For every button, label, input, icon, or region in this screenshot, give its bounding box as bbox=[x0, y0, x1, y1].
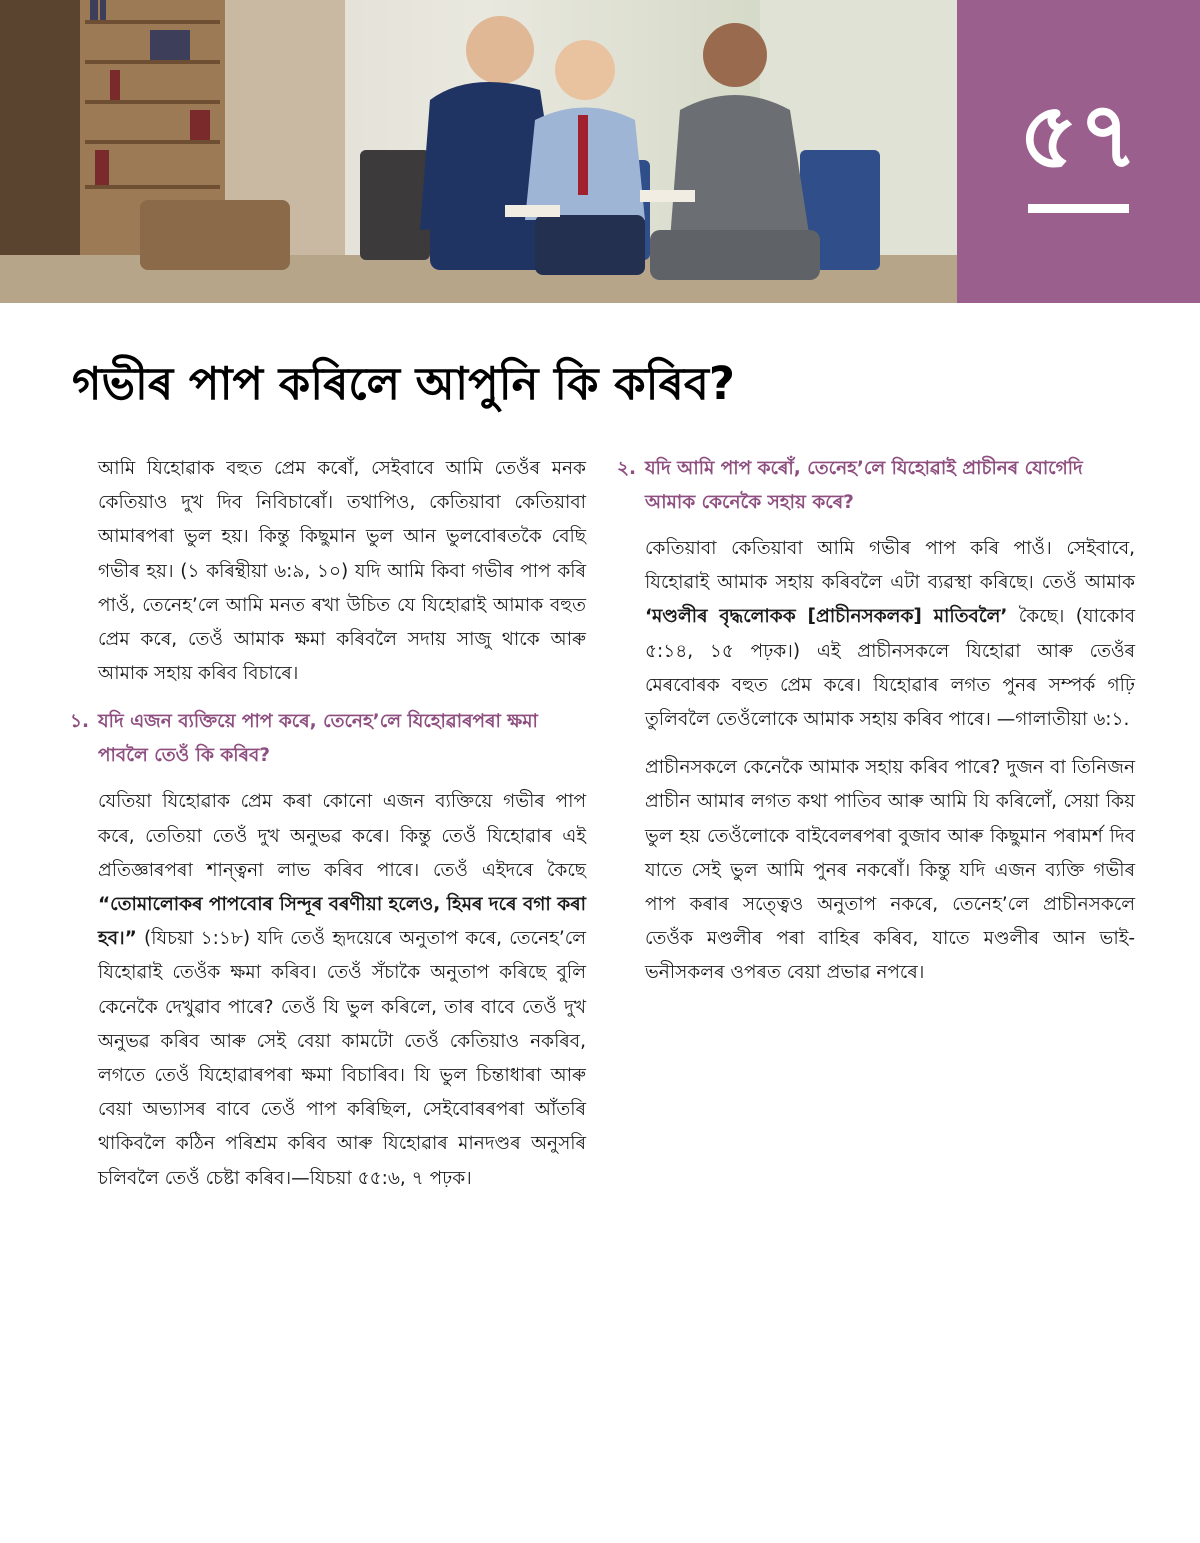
badge-underline bbox=[1028, 204, 1129, 213]
answer-1-text-b: (যিচয়া ১:১৮) যদি তেওঁ হৃদয়েৰে অনুতাপ কৰে, তেনেহ’লে যিহোৱাই তেওঁক ক্ষমা কৰিব। তেওঁ সঁচাকৈ অনুতাপ কৰিছে বুলি কেনেকৈ দেখুৱাব পাৰে? তেওঁ যি ভুল কৰিলে, তাৰ বাবে তেওঁ দুখ অনুভৱ কৰিব আৰু সেই বেয়া কামটো তেওঁ কেতিয়াও নকৰিব, লগতে তেওঁ যিহোৱাৰপৰা ক্ষমা বিচাৰিব। যি ভুল চিন্তাধাৰা আৰু বেয়া অভ্যাসৰ বাবে তেওঁ পাপ কৰিছিল, সেইবোৰৰপৰা আঁতৰি থাকিবলৈ কঠিন পৰিশ্ৰম কৰিব আৰু যিহোৱাৰ মানদণ্ডৰ অনুসৰি চলিবলৈ তেওঁ চেষ্টা কৰিব।—যিচয়া ৫৫:৬, ৭ পঢ়ক। bbox=[98, 928, 586, 1189]
lesson-number: ৫৭ bbox=[1018, 82, 1139, 189]
photo-three-men-discussion-icon bbox=[0, 0, 957, 303]
question-1-heading bbox=[70, 705, 586, 773]
question-2-text: যদি আমি পাপ কৰোঁ, তেনেহ’লে যিহোৱাই প্ৰাচীনৰ যোগেদি আমাক কেনেকৈ সহায় কৰে? bbox=[645, 458, 1083, 513]
question-2-number: ২. bbox=[617, 458, 637, 479]
answer-2-text-a: কেতিয়াবা কেতিয়াবা আমি গভীৰ পাপ কৰি পাওঁ। সেইবাবে, যিহোৱাই আমাক সহায় কৰিবলৈ এটা ব্যৱস্থা কৰিছে। তেওঁ আমাক bbox=[645, 538, 1135, 594]
answer-2-paragraph bbox=[617, 532, 1135, 737]
question-1-number: ১. bbox=[70, 711, 90, 733]
answer-1-quote: “তোমালোকৰ পাপবোৰ সিন্দূৰ বৰণীয়া হলেও, হিমৰ দৰে বগা কৰা হব।” bbox=[98, 894, 586, 950]
answer-2-text-b: কৈছে। (যাকোব ৫:১৪, ১৫ পঢ়ক।) এই প্ৰাচীনসকলে যিহোৱা আৰু তেওঁৰ মেৰবোৰক বহুত প্ৰেম কৰে। যিহোৱাৰ লগত পুনৰ সম্পৰ্ক গঢ়ি তুলিবলৈ তেওঁলোকে আমাক সহায় কৰিব পাৰে। —গালাতীয়া ৬:১. bbox=[645, 606, 1135, 731]
question-2-heading bbox=[617, 452, 1135, 520]
intro-paragraph: আমি যিহোৱাক বহুত প্ৰেম কৰোঁ, সেইবাবে আমি তেওঁৰ মনক কেতিয়াও দুখ দিব নিবিচাৰোঁ। তথাপিও, কেতিয়াবা কেতিয়াবা আমাৰপৰা ভুল হয়। কিন্তু কিছুমান ভুল আন ভুলবোৰতকৈ বেছি গভীৰ হয়। (১ কৰিন্থীয়া ৬:৯, ১০) যদি আমি কিবা গভীৰ পাপ কৰি পাওঁ, তেনেহ’লে আমি মনত ৰখা উচিত যে যিহোৱাই আমাক বহুত প্ৰেম কৰে, তেওঁ আমাক ক্ষমা কৰিবলৈ সদায় সাজু থাকে আৰু আমাক সহায় কৰিব বিচাৰে। bbox=[98, 458, 586, 685]
hero-photo bbox=[0, 0, 957, 303]
question-1-text: যদি এজন ব্যক্তিয়ে পাপ কৰে, তেনেহ’লে যিহোৱাৰপৰা ক্ষমা পাবলৈ তেওঁ কি কৰিব? bbox=[98, 711, 538, 767]
answer-1-text-a: যেতিয়া যিহোৱাক প্ৰেম কৰা কোনো এজন ব্যক্তিয়ে গভীৰ পাপ কৰে, তেতিয়া তেওঁ দুখ অনুভৱ কৰে। কিন্তু তেওঁ যিহোৱাৰ এই প্ৰতিজ্ঞাৰপৰা শান্ত্বনা লাভ কৰিব পাৰে। তেওঁ এইদৰে কৈছে bbox=[98, 791, 586, 881]
lesson-number-badge bbox=[957, 0, 1200, 303]
answer-1-paragraph bbox=[70, 785, 586, 1195]
page-title: গভীৰ পাপ কৰিলে আপুনি কি কৰিব? bbox=[72, 357, 735, 410]
answer-2-paragraph-2: প্ৰাচীনসকলে কেনেকৈ আমাক সহায় কৰিব পাৰে? দুজন বা তিনিজন প্ৰাচীন আমাৰ লগত কথা পাতিব আৰু আমি যি কৰিলোঁ, সেয়া কিয় ভুল হয় তেওঁলোকে বাইবেলৰপৰা বুজাব আৰু কিছুমান পৰামৰ্শ দিব যাতে সেই ভুল আমি পুনৰ নকৰোঁ। কিন্তু যদি এজন ব্যক্তি গভীৰ পাপ কৰাৰ সত্ত্বেও অনুতাপ নকৰে, তেনেহ’লে প্ৰাচীনসকলে তেওঁক মণ্ডলীৰ পৰা বাহিৰ কৰিব, যাতে মণ্ডলীৰ আন ভাই-ভনীসকলৰ ওপৰত বেয়া প্ৰভাৱ নপৰে। bbox=[645, 757, 1135, 984]
answer-2-quote: ‘মণ্ডলীৰ বৃদ্ধলোকক [প্ৰাচীনসকলক] মাতিবলৈ’ bbox=[645, 606, 1008, 628]
right-column bbox=[617, 452, 1135, 1005]
left-column bbox=[70, 452, 586, 1210]
